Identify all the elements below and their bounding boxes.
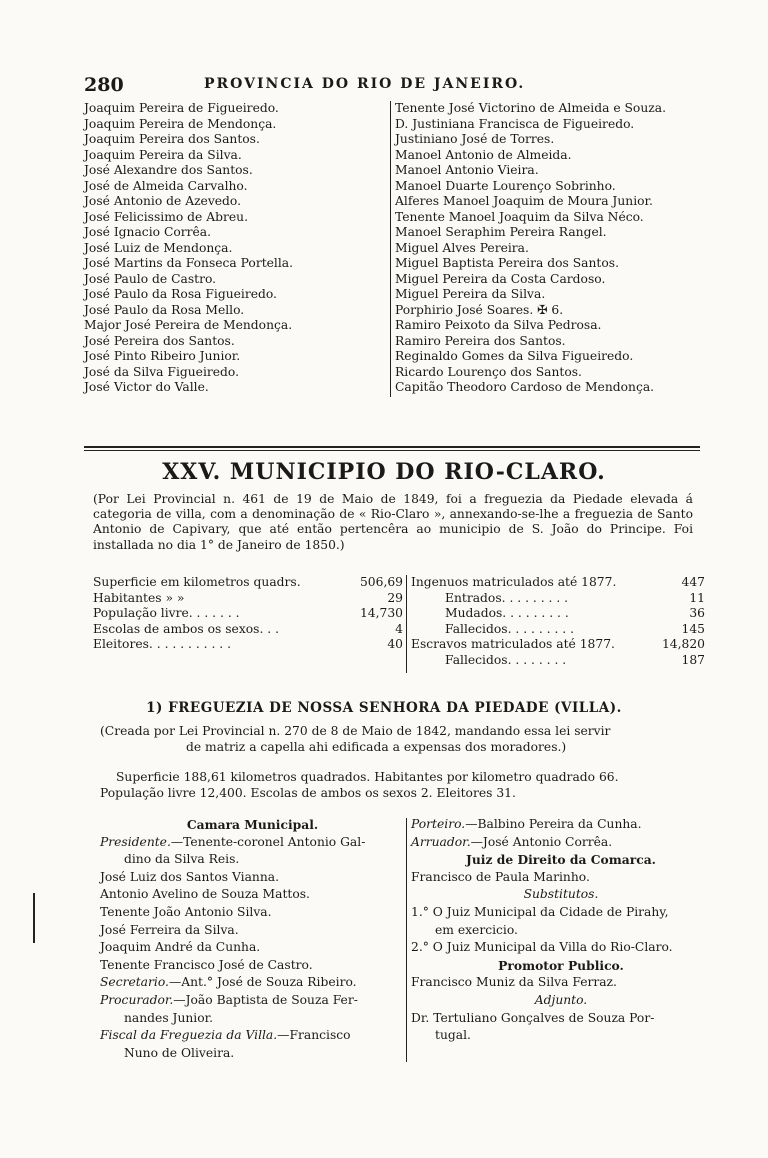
page-number: 280 [84, 74, 124, 96]
section-rule-thin [84, 450, 700, 451]
stat-value: 14,820 [661, 637, 705, 652]
camara-member: Antonio Avelino de Souza Mattos. [100, 887, 310, 902]
presidente-name: —Tenente-coronel Antonio Gal- [170, 834, 366, 849]
freguezia-stats [100, 770, 700, 801]
freguezia-stats-line-1: Superficie 188,61 kilometros quadrados. Habitantes por kilometro quadrado 66. [116, 770, 619, 784]
list-item: Porphirio José Soares. ✠ 6. [395, 302, 564, 317]
camara-heading: Camara Municipal. [186, 817, 319, 832]
list-item: José Paulo da Rosa Mello. [84, 302, 245, 317]
procurador-line [100, 992, 405, 1010]
municipio-title: XXV. MUNICIPIO DO RIO-CLARO. [162, 459, 606, 485]
camara-member: Tenente João Antonio Silva. [100, 904, 272, 919]
list-item: José Pinto Ribeiro Junior. [84, 349, 241, 363]
stats-divider [406, 575, 407, 673]
officials-block [411, 816, 711, 1045]
presidente-line [100, 834, 405, 852]
stat-row [445, 591, 568, 607]
list-item: Joaquim Pereira da Silva. [84, 147, 242, 162]
list-item: Miguel Baptista Pereira dos Santos. [395, 256, 619, 270]
stat-label: Entrados. . . . . . . . . [445, 590, 569, 605]
list-item: D. Justiniana Francisca de Figueiredo. [395, 116, 635, 131]
list-item: Joaquim Pereira dos Santos. [84, 132, 260, 146]
arruador-line [411, 834, 711, 852]
substituto-1: 1.° O Juiz Municipal da Cidade de Pirahy, [411, 904, 669, 919]
list-item: Manoel Seraphim Pereira Rangel. [395, 225, 607, 239]
camara-municipal [100, 816, 405, 1062]
porteiro-line [411, 816, 711, 834]
stat-value: 187 [681, 653, 705, 667]
arruador-label: Arruador. [411, 834, 471, 849]
stat-label: Escolas de ambos os sexos. . . [93, 621, 280, 636]
name-list-right [395, 101, 691, 396]
list-item: Manoel Antonio de Almeida. [395, 147, 572, 162]
list-item: Ramiro Pereira dos Santos. [395, 333, 566, 348]
creation-line-2: de matriz a capella ahi edificada a expensas dos moradores.) [186, 739, 567, 754]
creation-line-1: (Creada por Lei Provincial n. 270 de 8 de Maio de 1842, mandando essa lei servir [100, 724, 611, 738]
list-item: José Paulo da Rosa Figueiredo. [84, 287, 277, 301]
promotor-heading: Promotor Publico. [498, 957, 624, 973]
list-item: José Luiz de Mendonça. [84, 240, 233, 255]
procurador-name-cont: nandes Junior. [124, 1010, 214, 1025]
list-item: Miguel Pereira da Silva. [395, 287, 546, 301]
stat-value: 145 [681, 621, 705, 636]
list-item: Reginaldo Gomes da Silva Figueiredo. [395, 349, 634, 363]
substitutos-heading: Substitutos. [523, 887, 599, 902]
list-item: José Ignacio Corrêa. [84, 225, 212, 239]
promotor-name: Francisco Muniz da Silva Ferraz. [411, 975, 617, 990]
stat-row [93, 622, 279, 638]
adjunto-name-cont: tugal. [435, 1028, 471, 1043]
substituto-1-cont: em exercicio. [435, 922, 518, 937]
stat-row [411, 637, 615, 653]
list-item: José de Almeida Carvalho. [84, 178, 248, 193]
fiscal-name-cont: Nuno de Oliveira. [124, 1045, 235, 1060]
stat-label: Eleitores. . . . . . . . . . . [93, 637, 232, 652]
running-head: PROVINCIA DO RIO DE JANEIRO. [204, 76, 526, 92]
municipio-intro: (Por Lei Provincial n. 461 de 19 de Maio de 1849, foi a freguezia da Piedade elevada á categoria de villa, com a denominação de « Rio-Claro », annexando-se-lhe a freguezia de Santo Antonio de Capivary, que até então pertencêra ao municipio de S. João do Principe. Foi installada no dia 1° de Janeiro de 1850.) [93, 492, 693, 552]
stat-row [93, 637, 231, 653]
freguezia-stats-line-2: População livre 12,400. Escolas de ambos os sexos 2. Eleitores 31. [100, 785, 516, 800]
presidente-name-cont: dino da Silva Reis. [124, 852, 240, 867]
stat-row [93, 606, 240, 622]
stat-label: Mudados. . . . . . . . . [445, 606, 569, 621]
list-item: Joaquim Pereira de Figueiredo. [84, 101, 279, 115]
stat-value: 506,69 [359, 575, 403, 589]
stat-label: Superficie em kilometros quadrs. [93, 575, 301, 589]
section-rule [84, 446, 700, 448]
stat-label: Escravos matriculados até 1877. [411, 637, 615, 652]
fiscal-line [100, 1027, 405, 1045]
secretario-label: Secretario. [100, 975, 169, 990]
stat-row [445, 653, 566, 669]
arruador-name: —José Antonio Corrêa. [470, 834, 613, 849]
margin-mark [33, 893, 35, 943]
list-item: José Alexandre dos Santos. [84, 163, 253, 177]
freguezia-title: 1) FREGUEZIA DE NOSSA SENHORA DA PIEDADE (VILLA). [146, 700, 622, 716]
secretario-line [100, 974, 405, 992]
porteiro-label: Porteiro. [411, 817, 466, 831]
camara-member: José Ferreira da Silva. [100, 922, 239, 937]
stat-value: 4 [395, 621, 403, 636]
list-item: José Antonio de Azevedo. [84, 194, 242, 208]
fiscal-name: —Francisco [277, 1028, 351, 1043]
list-item: José Felicissimo de Abreu. [84, 209, 248, 224]
camara-member: Joaquim André da Cunha. [100, 940, 261, 955]
stat-label: Fallecidos. . . . . . . . . [445, 621, 575, 636]
name-list-left [84, 101, 384, 396]
list-item: José Paulo de Castro. [84, 271, 217, 286]
list-item: Manoel Antonio Vieira. [395, 163, 539, 177]
list-item: Capitão Theodoro Cardoso de Mendonça. [395, 380, 655, 394]
list-item: José Victor do Valle. [84, 380, 209, 394]
stat-value: 36 [689, 606, 705, 621]
column-divider [390, 101, 391, 397]
stat-value: 11 [689, 590, 705, 605]
stat-label: Habitantes » » [93, 590, 185, 605]
fiscal-label: Fiscal da Freguezia da Villa. [100, 1028, 278, 1043]
list-item: Manoel Duarte Lourenço Sobrinho. [395, 178, 616, 193]
juiz-name: Francisco de Paula Marinho. [411, 869, 590, 884]
list-item: Joaquim Pereira de Mendonça. [84, 116, 277, 131]
adjunto-heading: Adjunto. [534, 992, 588, 1007]
list-item: Tenente José Victorino de Almeida e Souza. [395, 101, 666, 115]
list-item: Alferes Manoel Joaquim de Moura Junior. [395, 194, 653, 208]
camara-member: Tenente Francisco José de Castro. [100, 957, 313, 972]
bottom-column-divider [406, 818, 407, 1062]
list-item: José Martins da Fonseca Portella. [84, 256, 294, 270]
stat-row [411, 575, 616, 591]
substituto-2: 2.° O Juiz Municipal da Villa do Rio-Claro. [411, 940, 673, 955]
procurador-name: —João Baptista de Souza Fer- [173, 992, 358, 1007]
stat-row [93, 575, 301, 591]
list-item: Major José Pereira de Mendonça. [84, 318, 293, 332]
stat-label: Fallecidos. . . . . . . . [445, 653, 567, 667]
procurador-label: Procurador. [100, 992, 174, 1007]
page-header [84, 74, 684, 96]
stat-label: População livre. . . . . . . [93, 606, 240, 621]
freguezia-creation-note [100, 724, 690, 755]
list-item: Ricardo Lourenço dos Santos. [395, 364, 582, 379]
presidente-label: Presidente. [100, 834, 171, 849]
list-item: Miguel Pereira da Costa Cardoso. [395, 271, 606, 286]
list-item: Tenente Manoel Joaquim da Silva Néco. [395, 209, 644, 224]
stat-label: Ingenuos matriculados até 1877. [411, 575, 617, 589]
juiz-heading: Juiz de Direito da Comarca. [466, 852, 656, 868]
stat-row [445, 606, 569, 622]
list-item: Ramiro Peixoto da Silva Pedrosa. [395, 318, 602, 332]
stat-value: 447 [681, 575, 705, 589]
list-item: Justiniano José de Torres. [395, 132, 555, 146]
stat-value: 29 [387, 590, 403, 605]
list-item: José da Silva Figueiredo. [84, 364, 240, 379]
camara-member: José Luiz dos Santos Vianna. [100, 869, 279, 884]
list-item: José Pereira dos Santos. [84, 333, 235, 348]
secretario-name: —Ant.° José de Souza Ribeiro. [168, 975, 357, 990]
stat-row [445, 622, 574, 638]
stat-value: 40 [387, 637, 403, 652]
stat-row [93, 591, 184, 607]
stat-value: 14,730 [359, 606, 403, 621]
adjunto-name: Dr. Tertuliano Gonçalves de Souza Por- [411, 1010, 655, 1025]
list-item: Miguel Alves Pereira. [395, 240, 529, 255]
porteiro-name: —Balbino Pereira da Cunha. [465, 817, 642, 831]
